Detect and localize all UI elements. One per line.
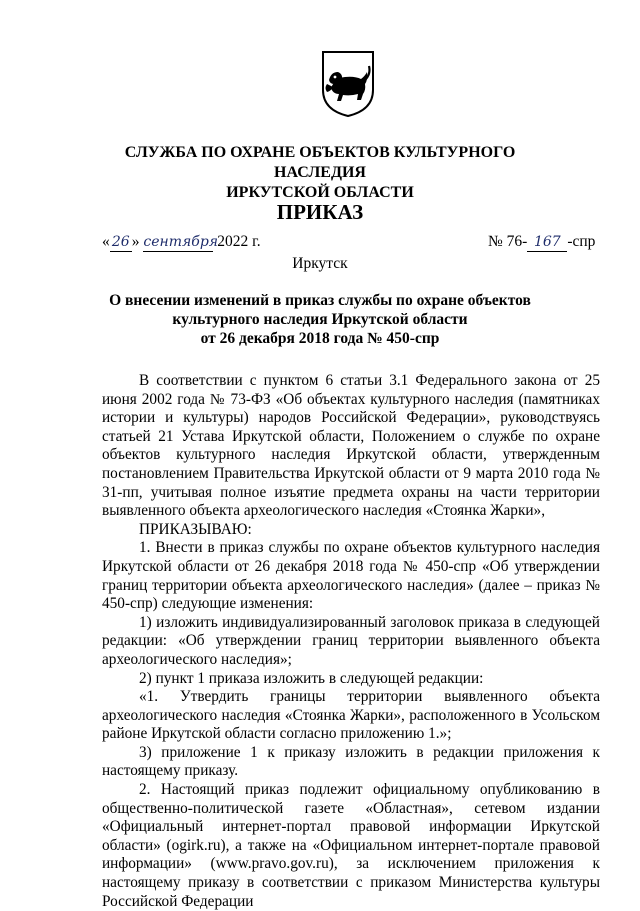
number-prefix: № 76-	[488, 233, 528, 250]
date-year: 2022 г.	[217, 233, 261, 250]
body-paragraph-subitem-2: 2) пункт 1 приказа изложить в следующей редакции:	[139, 669, 484, 687]
subject-line-1: О внесении изменений в приказ службы по охране объектов	[109, 292, 531, 309]
document-type-title: ПРИКАЗ	[276, 200, 364, 224]
organization-name	[80, 143, 560, 203]
body-paragraph-item-1: 1. Внести в приказ службы по охране объектов культурного наследия Иркутской области от 26 декабря 2018 года № 450-спр «Об утверждении границ территории объекта археологического наследия» (далее – приказ № 450-спр) следующие изменения:	[102, 539, 600, 613]
date-month-handwritten: сентября	[143, 234, 219, 250]
number-value-handwritten: 167	[527, 233, 567, 252]
date-day-handwritten: 26	[110, 233, 132, 252]
body-paragraph-quoted-item: «1. Утвердить границы территории выявленного объекта археологического наследия «Стоянка Жарки», расположенного в Усольском районе Иркутской области согласно приложению 1.»;	[102, 688, 600, 743]
document-subject	[100, 291, 540, 348]
organization-name-line-1: СЛУЖБА ПО ОХРАНЕ ОБЪЕКТОВ КУЛЬТУРНОГО НАСЛЕДИЯ	[124, 144, 516, 181]
document-body	[102, 372, 600, 911]
body-paragraph-order-word: ПРИКАЗЫВАЮ:	[139, 520, 252, 538]
coat-of-arms-emblem	[321, 50, 375, 118]
document-number	[488, 233, 595, 252]
body-paragraph-subitem-1: 1) изложить индивидуализированный заголовок приказа в следующей редакции: «Об утверждении границ территории выявленного объекта археологического наследия»;	[102, 613, 600, 668]
subject-line-3: от 26 декабря 2018 года № 450-спр	[200, 330, 440, 347]
body-paragraph-subitem-3: 3) приложение 1 к приказу изложить в редакции приложения к настоящему приказу.	[102, 743, 600, 780]
date-quote-close: »	[131, 233, 140, 250]
body-paragraph-preamble: В соответствии с пунктом 6 статьи 3.1 Федерального закона от 25 июня 2002 года № 73-ФЗ «Об объектах культурного наследия (памятниках истории и культуры) народов Российской Федерации», руководствуясь статьей 21 Устава Иркутской области, Положением о службе по охране объектов культурного наследия Иркутской области, утвержденным постановлением Правительства Иркутской области от 9 марта 2010 года № 31-пп, учитывая полное изъятие предмета охраны на части территории выявленного объекта археологического наследия «Стоянка Жарки»,	[102, 372, 600, 520]
body-paragraph-item-2: 2. Настоящий приказ подлежит официальному опубликованию в общественно-политической газете «Областная», сетевом издании «Официальный интернет-портал правовой информации Иркутской области» (ogirk.ru), а также на «Официальном интернет-портале правовой информации» (www.pravo.gov.ru), за исключением приложения к настоящему приказу в соответствии с приказом Министерства культуры Российской Федерации	[102, 781, 600, 910]
document-date	[102, 233, 261, 252]
organization-name-line-2: ИРКУТСКОЙ ОБЛАСТИ	[226, 184, 414, 201]
number-suffix: -спр	[567, 233, 596, 250]
date-quote-open: «	[102, 233, 110, 250]
subject-line-2: культурного наследия Иркутской области	[172, 311, 468, 328]
city-name: Иркутск	[292, 255, 348, 272]
